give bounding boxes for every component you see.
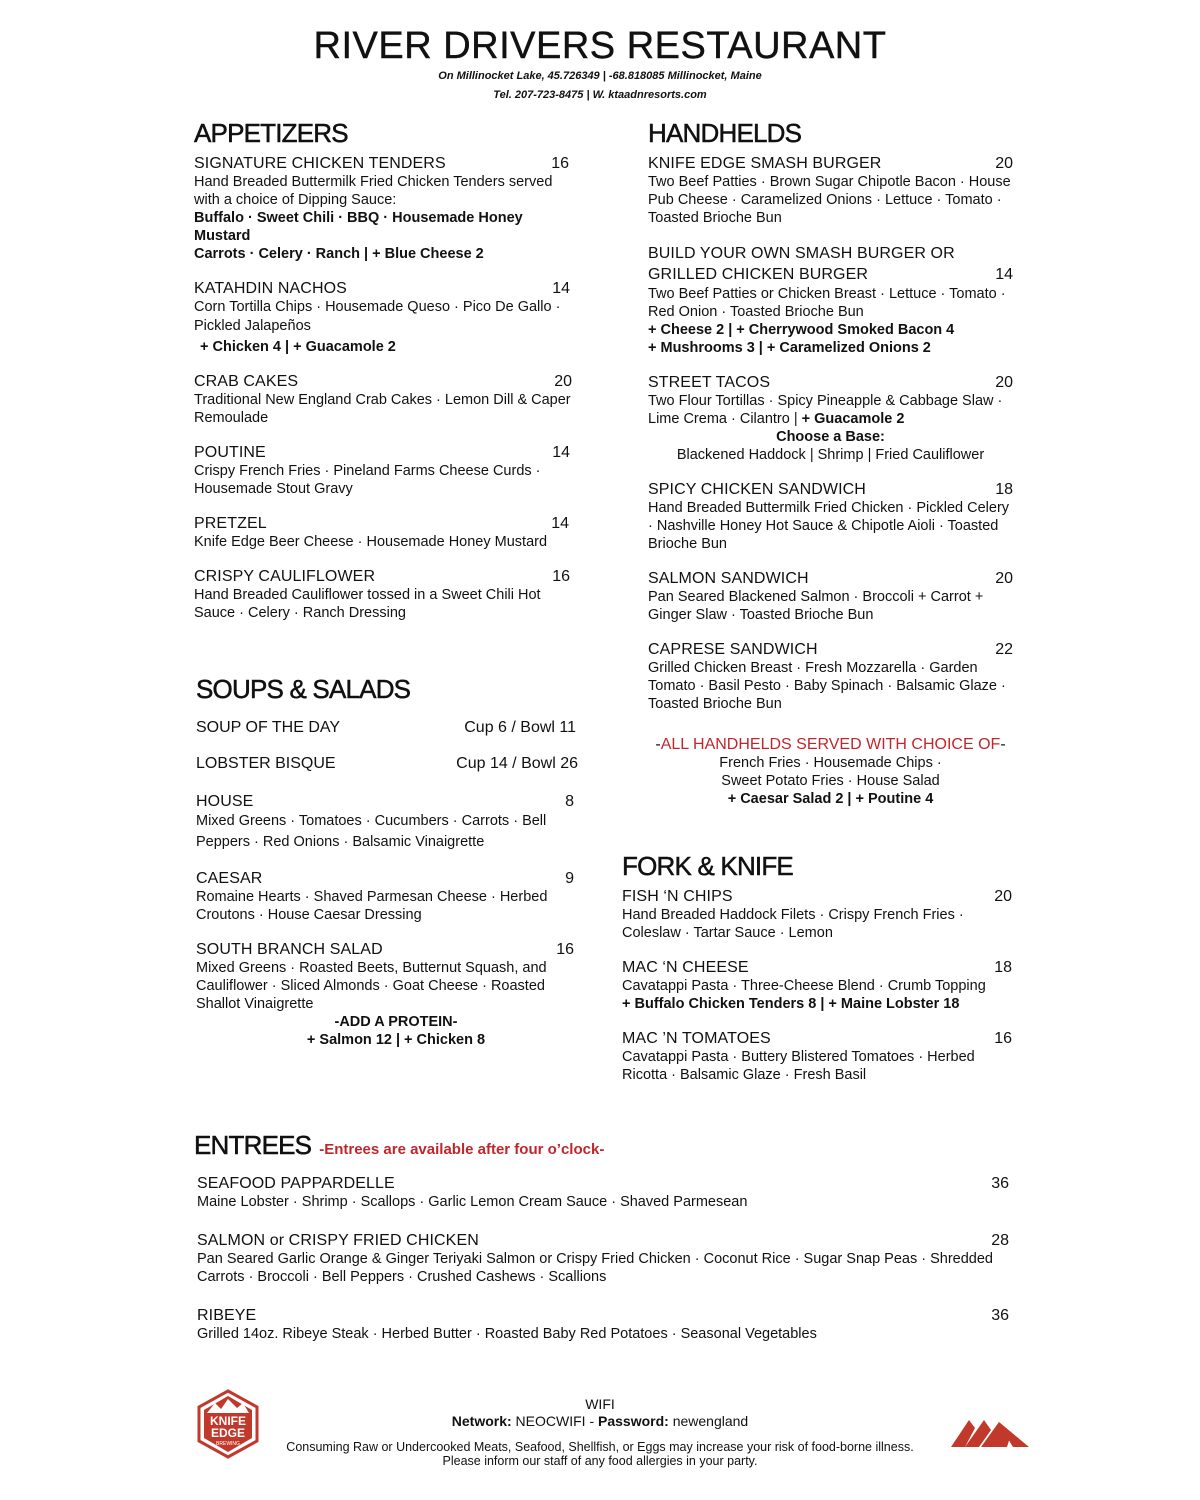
sides-title: -ALL HANDHELDS SERVED WITH CHOICE OF- (655, 736, 1006, 753)
menu-item (648, 373, 1013, 464)
item-price: 28 (991, 1232, 1009, 1249)
item-price: Cup 6 / Bowl 11 (464, 719, 576, 736)
item-name: SPICY CHICKEN SANDWICH (648, 481, 866, 498)
sides-line: French Fries · Housemade Chips · (719, 755, 942, 771)
wifi-credentials: Network: NEOCWIFI - Password: newengland (451, 1413, 749, 1429)
item-price: 14 (552, 280, 570, 297)
item-name: GRILLED CHICKEN BURGER (648, 266, 869, 283)
item-price: 14 (995, 266, 1013, 283)
menu-item (194, 1174, 1009, 1211)
item-description: Mixed Greens · Tomatoes · Cucumbers · Carrots · Bell Peppers · Red Onions · Balsamic Vinaigrette (196, 813, 547, 850)
item-price: 9 (565, 870, 574, 887)
item-options: Carrots · Celery · Ranch | + Blue Cheese 2 (194, 246, 484, 262)
item-name: CRISPY CAULIFLOWER (194, 568, 376, 585)
item-description: Hand Breaded Haddock Filets · Crispy French Fries · Coleslaw · Tartar Sauce · Lemon (622, 907, 964, 941)
entrees-heading (194, 1130, 1009, 1160)
item-price: 36 (991, 1175, 1009, 1192)
handhelds-title: HANDHELDS (648, 118, 802, 148)
soups-salads-title: SOUPS & SALADS (196, 674, 411, 704)
base-title: Choose a Base: (776, 429, 885, 445)
item-price: 36 (991, 1307, 1009, 1324)
item-name: KNIFE EDGE SMASH BURGER (648, 155, 882, 172)
item-description: Two Flour Tortillas · Spicy Pineapple & Cabbage Slaw · Lime Crema · Cilantro | + Guacamole 2 (648, 393, 1003, 427)
appetizers-section (194, 118, 579, 638)
protein-title: -ADD A PROTEIN- (334, 1014, 458, 1030)
item-description: Crispy French Fries · Pineland Farms Cheese Curds · Housemade Stout Gravy (194, 463, 541, 497)
item-description: Hand Breaded Cauliflower tossed in a Sweet Chili Hot Sauce · Celery · Ranch Dressing (194, 587, 541, 621)
menu-footer (0, 1396, 1200, 1468)
soup-row (196, 718, 576, 737)
item-name-line1: BUILD YOUR OWN SMASH BURGER OR (648, 245, 955, 262)
menu-item (648, 243, 1013, 357)
item-price: 8 (565, 793, 574, 810)
item-name: CAPRESE SANDWICH (648, 641, 818, 658)
sides-upcharge: + Caesar Salad 2 | + Poutine 4 (727, 791, 934, 807)
item-description: Two Beef Patties or Chicken Breast · Lettuce · Tomato · Red Onion · Toasted Brioche Bun (648, 286, 1006, 320)
item-description: Grilled Chicken Breast · Fresh Mozzarella · Garden Tomato · Basil Pesto · Baby Spinach · Balsamic Glaze · Toasted Brioche Bun (648, 660, 1006, 712)
menu-item (622, 958, 1012, 1013)
item-name: SOUP OF THE DAY (196, 719, 341, 736)
item-price: 20 (994, 888, 1012, 905)
item-name: KATAHDIN NACHOS (194, 280, 347, 297)
item-description: Two Beef Patties · Brown Sugar Chipotle Bacon · House Pub Cheese · Caramelized Onions · Lettuce · Tomato · Toasted Brioche Bun (648, 174, 1011, 226)
menu-item (648, 480, 1013, 553)
item-description: Corn Tortilla Chips · Housemade Queso · Pico De Gallo · Pickled Jalapeños (194, 299, 561, 334)
item-name: STREET TACOS (648, 374, 771, 391)
menu-item (648, 569, 1013, 624)
menu-item (194, 279, 579, 356)
item-description: Romaine Hearts · Shaved Parmesan Cheese · Herbed Croutons · House Caesar Dressing (196, 889, 548, 923)
restaurant-location: On Millinocket Lake, 45.726349 | -68.818085 Millinocket, Maine (438, 70, 762, 82)
soups-salads-section (196, 674, 581, 1065)
soup-row (196, 754, 578, 773)
entrees-title: ENTREES (194, 1130, 312, 1160)
item-options: + Mushrooms 3 | + Caramelized Onions 2 (648, 340, 931, 356)
item-description: Traditional New England Crab Cakes · Lemon Dill & Caper Remoulade (194, 392, 571, 426)
item-description: Hand Breaded Buttermilk Fried Chicken Tenders served with a choice of Dipping Sauce: (194, 174, 553, 208)
item-price: 18 (994, 959, 1012, 976)
handhelds-section (648, 118, 1013, 808)
item-name: SALMON SANDWICH (648, 570, 809, 587)
base-options: Blackened Haddock | Shrimp | Fried Cauliflower (676, 447, 985, 463)
item-description: Hand Breaded Buttermilk Fried Chicken · Pickled Celery · Nashville Honey Hot Sauce & Chipotle Aioli · Toasted Brioche Bun (648, 500, 1010, 552)
protein-options: + Salmon 12 | + Chicken 8 (306, 1032, 486, 1048)
item-price: Cup 14 / Bowl 26 (456, 755, 578, 772)
menu-item (196, 869, 581, 924)
item-name: FISH ‘N CHIPS (622, 888, 733, 905)
item-description: Grilled 14oz. Ribeye Steak · Herbed Butter · Roasted Baby Red Potatoes · Seasonal Vegetables (197, 1326, 817, 1342)
menu-item (194, 154, 579, 263)
item-options: + Chicken 4 | + Guacamole 2 (200, 339, 396, 355)
item-price: 16 (994, 1030, 1012, 1047)
item-name: SALMON or CRISPY FRIED CHICKEN (197, 1232, 479, 1249)
menu-item (194, 372, 579, 427)
item-description: Mixed Greens · Roasted Beets, Butternut Squash, and Cauliflower · Sliced Almonds · Goat Cheese · Roasted Shallot Vinaigrette (196, 960, 547, 1012)
item-price: 20 (995, 570, 1013, 587)
item-description: Knife Edge Beer Cheese · Housemade Honey Mustard (194, 534, 548, 550)
item-name: SOUTH BRANCH SALAD (196, 941, 383, 958)
item-price: 20 (554, 373, 572, 390)
item-description: Cavatappi Pasta · Buttery Blistered Tomatoes · Herbed Ricotta · Balsamic Glaze · Fresh Basil (622, 1049, 975, 1083)
item-price: 16 (551, 155, 569, 172)
item-description: Cavatappi Pasta · Three-Cheese Blend · Crumb Topping (622, 978, 986, 994)
menu-item (196, 940, 581, 1049)
item-name: MAC ’N TOMATOES (622, 1030, 771, 1047)
menu-item (194, 1231, 1009, 1286)
wifi-title: WIFI (585, 1396, 615, 1412)
menu-item (194, 514, 579, 551)
item-description: Pan Seared Blackened Salmon · Broccoli + Carrot + Ginger Slaw · Toasted Brioche Bun (648, 589, 984, 623)
item-name: RIBEYE (197, 1307, 257, 1324)
item-price: 20 (995, 374, 1013, 391)
menu-item (194, 443, 579, 498)
food-safety-warning: Consuming Raw or Undercooked Meats, Seafood, Shellfish, or Eggs may increase your risk of food-borne illness. (286, 1440, 914, 1454)
restaurant-title: RIVER DRIVERS RESTAURANT (313, 25, 887, 67)
item-options: Buffalo · Sweet Chili · BBQ · Housemade Honey Mustard (194, 210, 523, 244)
svg-text:EDGE: EDGE (210, 1426, 246, 1440)
item-price: 14 (551, 515, 569, 532)
item-name: LOBSTER BISQUE (196, 755, 336, 772)
menu-item (648, 154, 1013, 227)
item-price: 14 (552, 444, 570, 461)
sides-line: Sweet Potato Fries · House Salad (721, 773, 940, 789)
fork-knife-title: FORK & KNIFE (622, 851, 793, 881)
svg-text:BREWING: BREWING (216, 1441, 240, 1447)
menu-item (194, 567, 579, 622)
entrees-note: -Entrees are available after four o’clock- (319, 1141, 605, 1158)
menu-item (196, 792, 581, 853)
item-description: Pan Seared Garlic Orange & Ginger Teriyaki Salmon or Crispy Fried Chicken · Coconut Rice · Sugar Snap Peas · Shredded Carrots · Broccoli · Bell Peppers · Crushed Cashews · Scallions (197, 1251, 993, 1285)
item-options: + Buffalo Chicken Tenders 8 | + Maine Lobster 18 (622, 996, 960, 1012)
sides-block (648, 735, 1013, 808)
menu-header (0, 26, 1200, 104)
menu-item (622, 887, 1012, 942)
item-options: + Cheese 2 | + Cherrywood Smoked Bacon 4 (648, 322, 955, 338)
item-price: 22 (995, 641, 1013, 658)
item-price: 18 (995, 481, 1013, 498)
item-name: HOUSE (196, 793, 254, 810)
item-description: Maine Lobster · Shrimp · Scallops · Garlic Lemon Cream Sauce · Shaved Parmesean (197, 1194, 748, 1210)
item-name: SEAFOOD PAPPARDELLE (197, 1175, 395, 1192)
menu-item (648, 640, 1013, 713)
item-price: 16 (552, 568, 570, 585)
entrees-section (194, 1130, 1009, 1363)
item-name: MAC ‘N CHEESE (622, 959, 749, 976)
menu-item (622, 1029, 1012, 1084)
item-name: SIGNATURE CHICKEN TENDERS (194, 155, 446, 172)
menu-item (194, 1306, 1009, 1343)
item-name: CAESAR (196, 870, 263, 887)
fork-knife-section (622, 851, 1012, 1100)
allergy-notice: Please inform our staff of any food allergies in your party. (442, 1454, 758, 1468)
item-price: 16 (556, 941, 574, 958)
restaurant-contact: Tel. 207-723-8475 | W. ktaadnresorts.com (493, 89, 707, 101)
item-price: 20 (995, 155, 1013, 172)
item-name: POUTINE (194, 444, 266, 461)
item-name: CRAB CAKES (194, 373, 299, 390)
item-name: PRETZEL (194, 515, 267, 532)
appetizers-title: APPETIZERS (194, 118, 348, 148)
svg-text:KNIFE: KNIFE (210, 1414, 246, 1428)
